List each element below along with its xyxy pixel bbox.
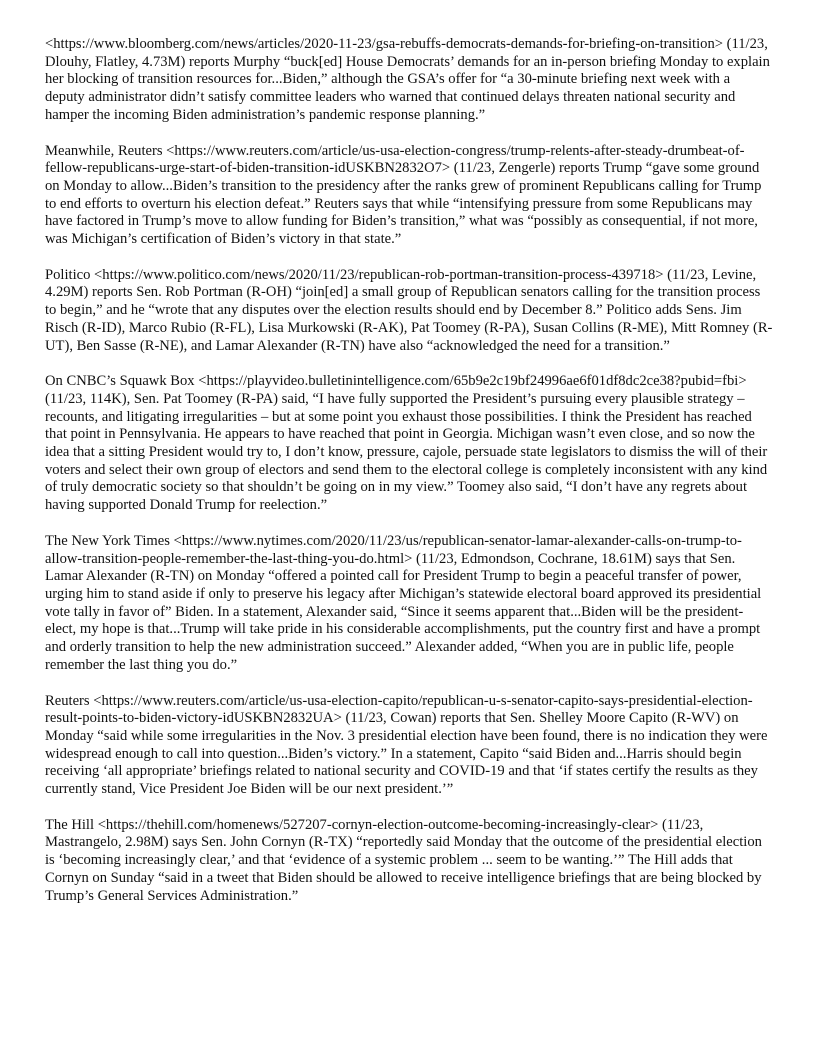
paragraph-nyt-alexander: The New York Times <https://www.nytimes.com/2020/11/23/us/republican-senator-lamar-alexander-calls-on-trump-to-allow-transition-people-remember-the-last-thing-you-do.html> (11/23, Edmondson, Cochrane, 18.61M) says that Sen. Lamar Alexander (R-TN) on Monday “offered a pointed call for President Trump to begin a peaceful transfer of power, urging him to stand aside if only to preserve his legacy after Michigan’s statewide electoral board approved its presidential vote tally in favor of” Biden. In a statement, Alexander said, “Since it seems apparent that...Biden will be the president-elect, my hope is that...Trump will take pride in his considerable accomplishments, put the country first and have a prompt and orderly transition to help the new administration succeed.” Alexander added, “When you are in public life, people remember the last thing you do.” (45, 532, 762, 673)
paragraph-cnbc-toomey: On CNBC’s Squawk Box <https://playvideo.bulletinintelligence.com/65b9e2c19bf24996ae6f01df8dc2ce38?pubid=fbi> (11/23, 114K), Sen. Pat Toomey (R-PA) said, “I have fully supported the President’s pursuing every plausible strategy – recounts, and litigating irregularities – but at some point you exhaust those possibilities. I think the President has reached that point in Pennsylvania. He appears to have reached that point in Georgia. Michigan wasn’t even close, and so now the idea that a sitting President would try to, I don’t know, pressure, cajole, persuade state legislators to dismiss the will of their voters and select their own group of electors and send them to the electoral college is completely inconsistent with any kind of truly democratic society so that shouldn’t be going on in my view.” Toomey also said, “I don’t have any regrets about having supported Donald Trump for reelection.” (45, 373, 768, 514)
paragraph-politico-portman: Politico <https://www.politico.com/news/2020/11/23/republican-rob-portman-transition-process-439718> (11/23, Levine, 4.29M) reports Sen. Rob Portman (R-OH) “join[ed] a small group of Republican senators calling for the transition process to begin,” and he “wrote that any disputes over the election results should end by December 8.” Politico adds Sens. Jim Risch (R-ID), Marco Rubio (R-FL), Lisa Murkowski (R-AK), Pat Toomey (R-PA), Susan Collins (R-ME), Mitt Romney (R-UT), Ben Sasse (R-NE), and Lamar Alexander (R-TN) have also “acknowledged the need for a transition.” (45, 266, 773, 354)
document-body (45, 36, 773, 923)
paragraph-bloomberg-gsa: <https://www.bloomberg.com/news/articles/2020-11-23/gsa-rebuffs-democrats-demands-for-briefing-on-transition> (11/23, Dlouhy, Flatley, 4.73M) reports Murphy “buck[ed] House Democrats’ demands for an in-person briefing Monday to explain her blocking of transition resources for...Biden,” although the GSA’s offer for “a 30-minute briefing next week with a deputy administrator didn’t satisfy committee leaders who warned that continued delays threaten national security and hamper the incoming Biden administration’s pandemic response planning.” (45, 36, 770, 123)
paragraph-hill-cornyn: The Hill <https://thehill.com/homenews/527207-cornyn-election-outcome-becoming-increasingly-clear> (11/23, Mastrangelo, 2.98M) says Sen. John Cornyn (R-TX) “reportedly said Monday that the outcome of the presidential election is ‘becoming increasingly clear,’ and that ‘evidence of a systemic problem ... seem to be wanting.’” The Hill adds that Cornyn on Sunday “said in a tweet that Biden should be allowed to receive intelligence briefings that are being blocked by Trump’s General Services Administration.” (45, 816, 762, 904)
paragraph-reuters-capito: Reuters <https://www.reuters.com/article/us-usa-election-capito/republican-u-s-senator-capito-says-presidential-election-result-points-to-biden-victory-idUSKBN2832UA> (11/23, Cowan) reports that Sen. Shelley Moore Capito (R-WV) on Monday “said while some irregularities in the Nov. 3 presidential election have been found, there is no indication they were widespread enough to call into question...Biden’s victory.” In a statement, Capito “said Biden and...Harris should begin receiving ‘all appropriate’ briefings related to national security and COVID-19 and that ‘if states certify the results as they currently stand, Vice President Joe Biden will be our next president.’” (45, 692, 768, 798)
paragraph-reuters-trump-relents: Meanwhile, Reuters <https://www.reuters.com/article/us-usa-election-congress/trump-relents-after-steady-drumbeat-of-fellow-republicans-urge-start-of-biden-transition-idUSKBN2832O7> (11/23, Zengerle) reports Trump “gave some ground on Monday to allow...Biden’s transition to the presidency after the ranks grew of prominent Republicans calling for Trump to end efforts to overturn his election defeat.” Reuters says that while “intensifying pressure from some Republicans may have factored in Trump’s move to allow funding for Biden’s transition,” what was “possibly as consequential, if not more, was Michigan’s certification of Biden’s victory in that state.” (45, 142, 762, 248)
